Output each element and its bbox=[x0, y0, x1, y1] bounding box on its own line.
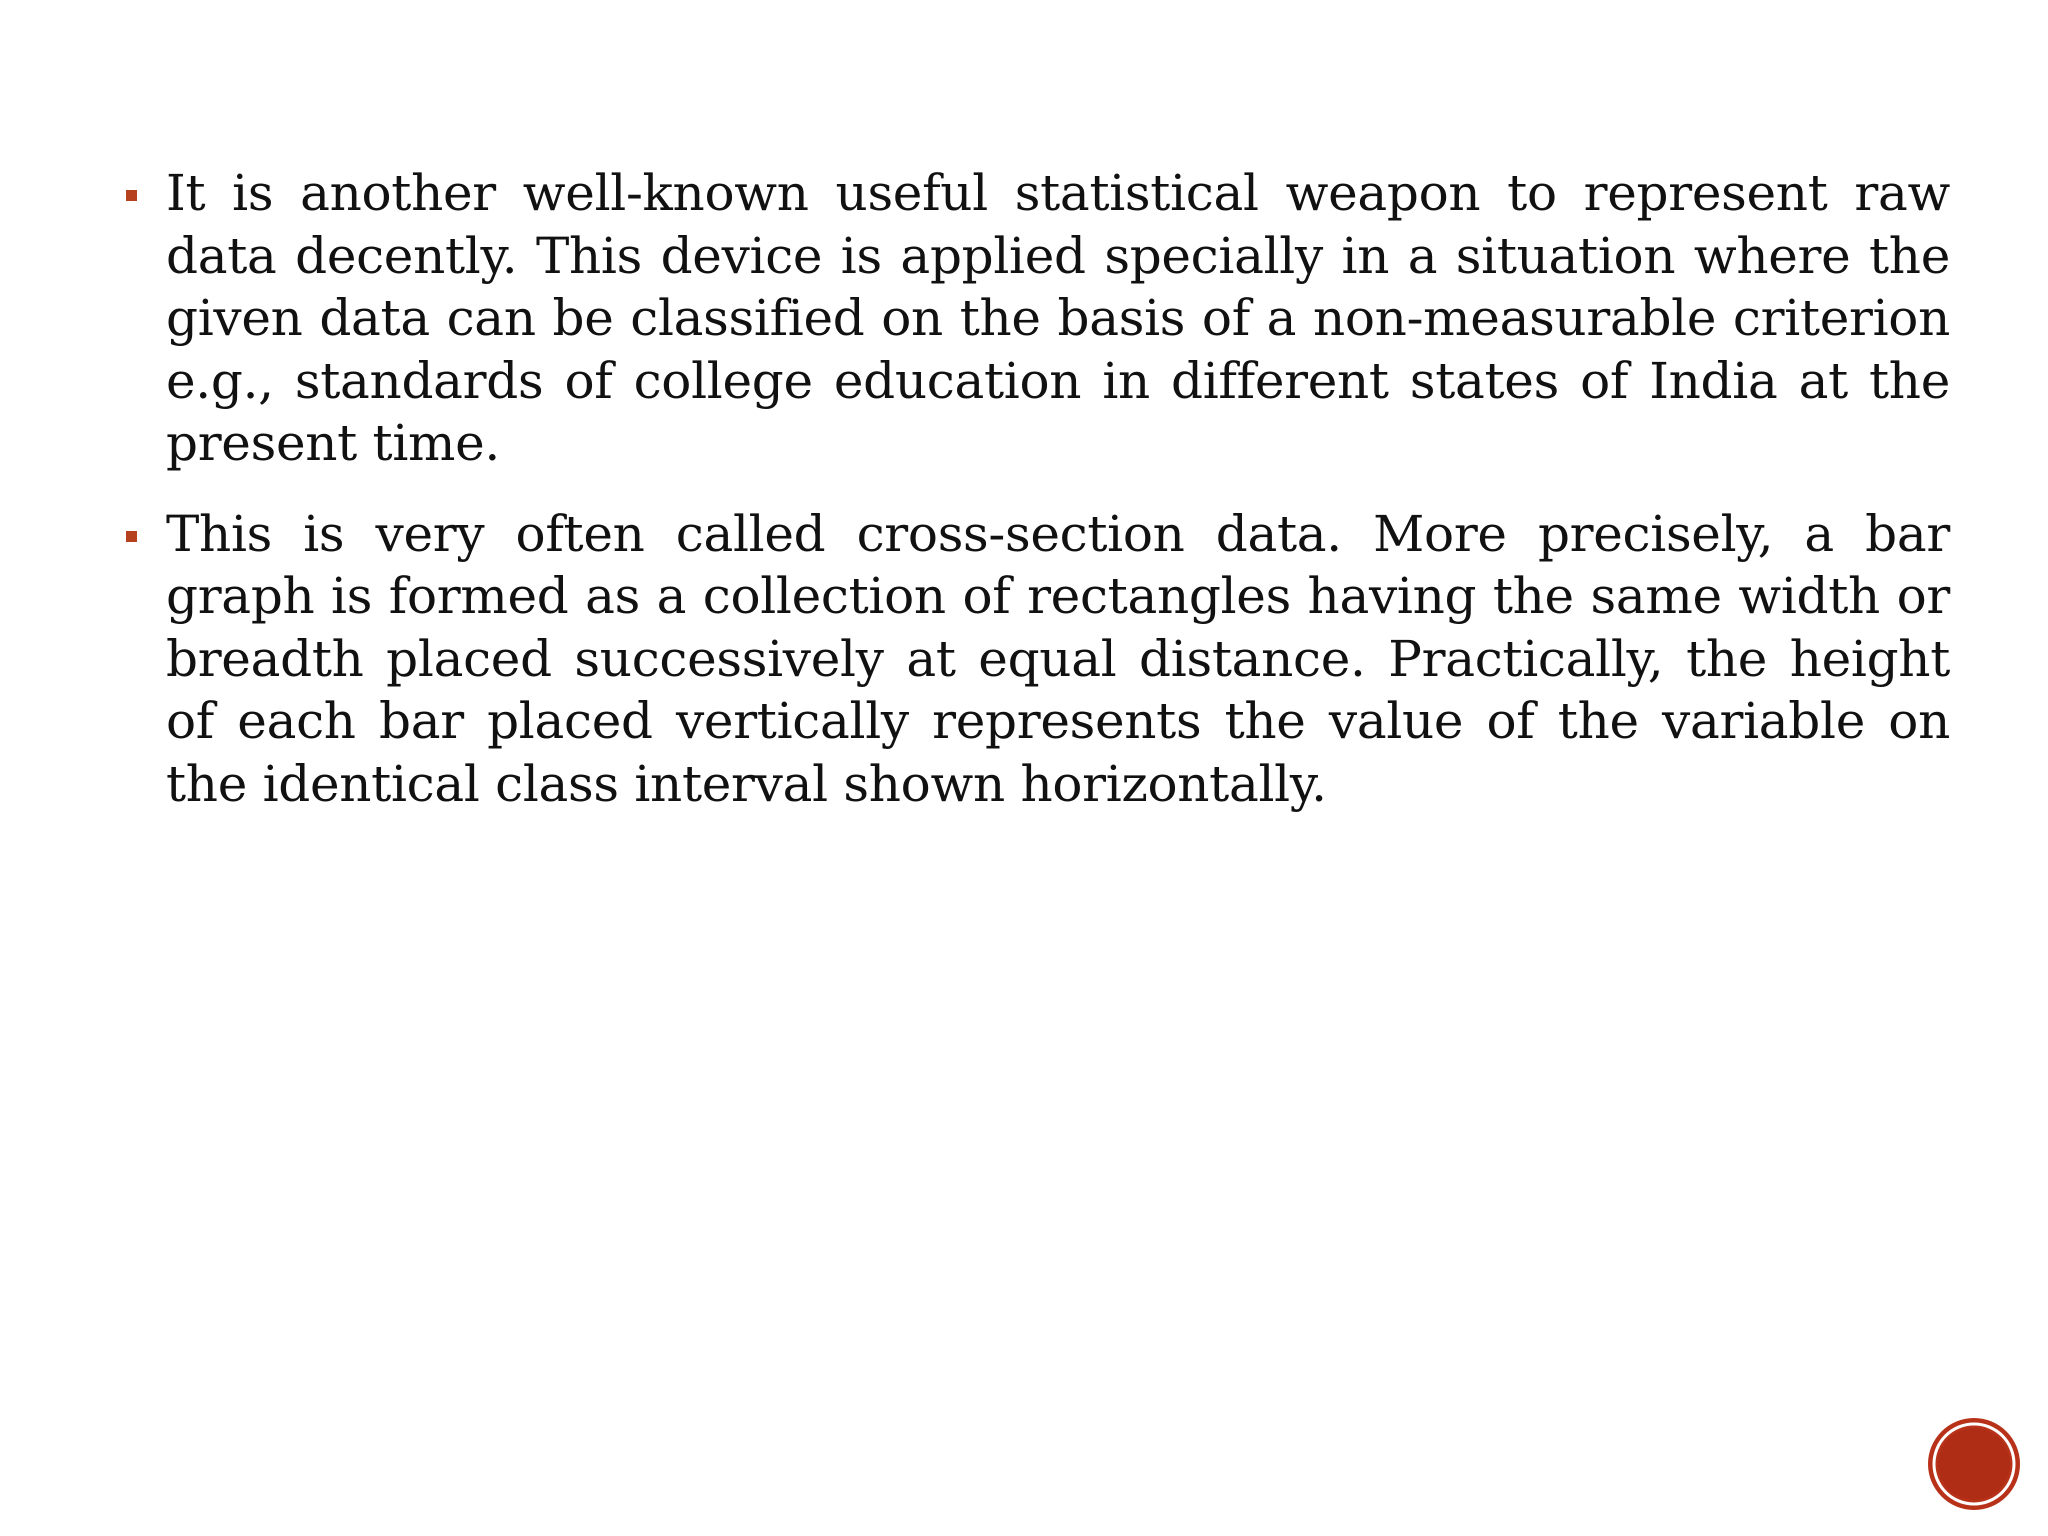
bullet-text-1: It is another well-known useful statistical weapon to represent raw data decently. This device is applied specially in a situation where the given data can be classified on the basis of a non-measurable criterion e.g., standards of college education in different states of India at the present time. bbox=[166, 164, 1950, 472]
square-bullet-icon bbox=[126, 190, 137, 201]
bullet-text-2: This is very often called cross-section data. More precisely, a bar graph is formed as a collection of rectangles having the same width or breadth placed successively at equal distance. Practically, the height of each bar placed vertically represents the value of the variable on the identical class interval shown horizontally. bbox=[166, 504, 1950, 813]
bullet-list bbox=[124, 162, 1950, 843]
bullet-item-2 bbox=[124, 503, 1950, 816]
bullet-item-1 bbox=[124, 162, 1950, 475]
slide-nav-button[interactable] bbox=[1926, 1416, 2022, 1512]
circle-nav-icon bbox=[1926, 1416, 2022, 1512]
square-bullet-icon bbox=[126, 531, 137, 542]
